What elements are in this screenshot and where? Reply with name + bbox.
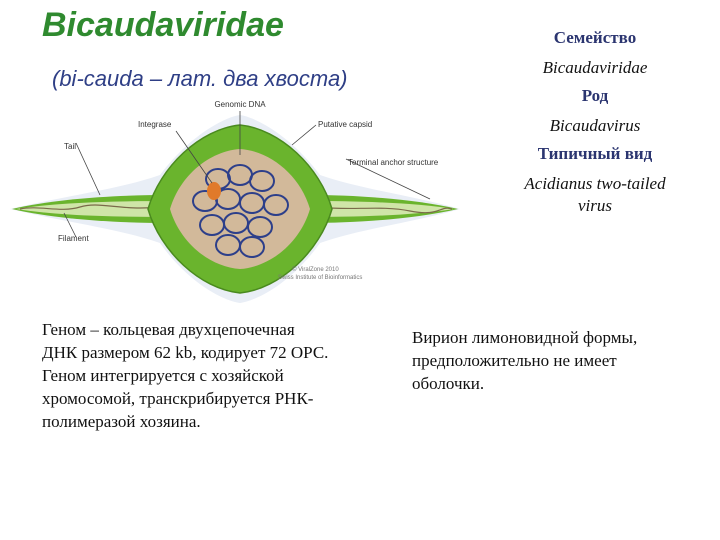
genome-line: ДНК размером 62 kb, кодирует 72 ОРС. [42,343,329,362]
label-filament: Filament [58,234,89,243]
virion-line: предположительно не имеет [412,351,617,370]
genome-description [42,318,402,433]
page-subtitle: (bi-cauda – лат. два хвоста) [52,66,348,91]
label-putative-capsid: Putative capsid [318,120,373,129]
label-genomic-dna: Genomic DNA [214,100,266,109]
virion-diagram [0,95,470,305]
virion-line: оболочки. [412,374,485,393]
genus-label: Род [581,86,609,105]
credit-line1: © ViralZone 2010 [292,267,339,273]
genome-line: полимеразой хозяина. [42,412,201,431]
integrase [207,182,221,200]
label-tail: Tail [64,142,77,151]
genome-line: Геном – кольцевая двухцепочечная [42,320,295,339]
virion-line: Вирион лимоновидной формы, [412,328,638,347]
page-title: Bicaudaviridae [42,6,284,44]
virion-description [412,326,702,395]
genome-line: Геном интегрируется с хозяйской [42,366,284,385]
species-value-line2: virus [578,196,612,215]
genome-line: хромосомой, транскрибируется РНК- [42,389,314,408]
label-integrase: Integrase [138,120,172,129]
family-value: Bicaudaviridae [542,58,648,77]
family-label: Семейство [553,28,637,47]
species-label: Типичный вид [537,144,653,163]
genus-value: Bicaudavirus [549,116,641,135]
label-terminal-anchor: Terminal anchor structure [348,158,439,167]
credit-line2: Swiss Institute of Bioinformatics [278,275,363,281]
species-value-line1: Acidianus two-tailed [524,174,666,193]
